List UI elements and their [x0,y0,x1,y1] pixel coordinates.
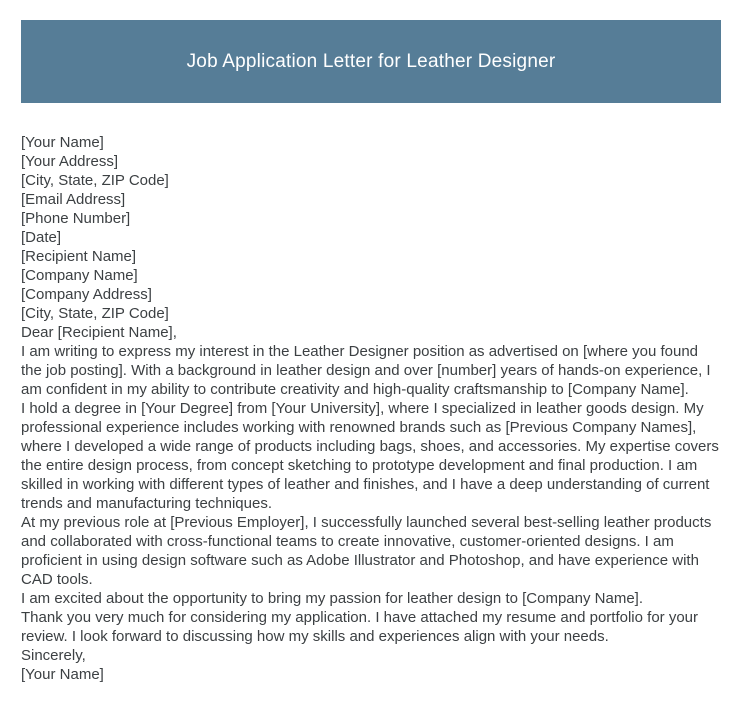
paragraph: I am writing to express my interest in the Leather Designer position as advertised on [where you found the job posting]. With a background in leather design and over [number] years of hands-on experience, I am confident in my ability to contribute creativity and high-quality craftsmanship to [Company Name]. [21,343,711,398]
salutation: Dear [Recipient Name], [21,324,177,341]
paragraph: I am excited about the opportunity to bring my passion for leather design to [Company Name]. [21,590,644,607]
page-title: Job Application Letter for Leather Designer [186,50,556,72]
address-line: [City, State, ZIP Code] [21,172,169,189]
address-line: [Phone Number] [21,210,131,227]
letter-body [21,133,722,684]
address-line: [Email Address] [21,191,126,208]
paragraph: I hold a degree in [Your Degree] from [Your University], where I specialized in leather goods design. My professional experience includes working with renowned brands such as [Previous Company Names], where I developed a wide range of products including bags, shoes, and accessories. My expertise covers the entire design process, from concept sketching to prototype development and final production. I am skilled in working with different types of leather and finishes, and I have a deep understanding of current trends and manufacturing techniques. [21,400,719,512]
paragraph: Thank you very much for considering my application. I have attached my resume and portfolio for your review. I look forward to discussing how my skills and experiences align with your needs. [21,609,698,645]
address-line: [Your Name] [21,134,104,151]
closing: Sincerely, [21,647,86,664]
address-line: [City, State, ZIP Code] [21,305,169,322]
address-line: [Company Address] [21,286,152,303]
address-line: [Recipient Name] [21,248,137,265]
signature-line: [Your Name] [21,666,104,683]
header-banner [21,20,721,103]
address-line: [Your Address] [21,153,119,170]
address-line: [Company Name] [21,267,138,284]
address-line: [Date] [21,229,62,246]
paragraph: At my previous role at [Previous Employer], I successfully launched several best-selling leather products and collaborated with cross-functional teams to create innovative, customer-oriented designs. I am proficient in using design software such as Adobe Illustrator and Photoshop, and have experience with CAD tools. [21,514,712,588]
